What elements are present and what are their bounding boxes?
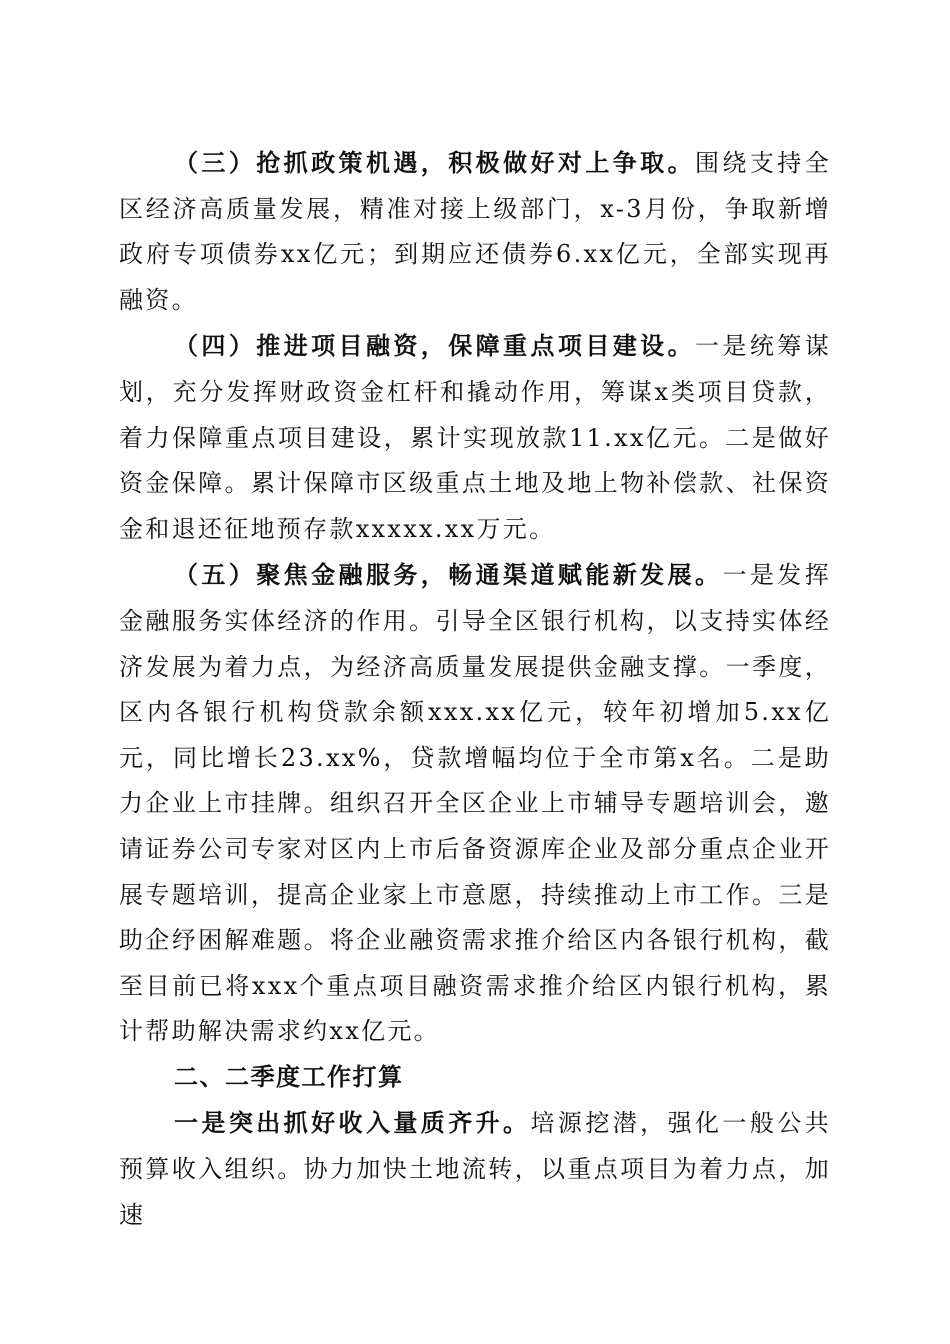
paragraph-text: 围绕支持全区经济高质量发展，精准对接上级部门，x-3月份，争取新增政府专项债券xx亿元；到期应还债券6.xx亿元，全部实现再融资。 — [119, 149, 832, 314]
paragraph-text: 培源挖潜，强化一般公共预算收入组织。协力加快土地流转，以重点项目为着力点，加速 — [119, 1109, 831, 1229]
document-body — [119, 140, 831, 1238]
paragraph-lead: （五）聚焦金融服务，畅通渠道赋能新发展。 — [174, 560, 723, 590]
paragraph-lead: 一是突出抓好收入量质齐升。 — [174, 1108, 531, 1138]
paragraph-lead: （三）抢抓政策机遇，积极做好对上争取。 — [174, 148, 696, 177]
paragraph-text: 一是统筹谋划，充分发挥财政资金杠杆和撬动作用，筹谋x类项目贷款，着力保障重点项目建设，累计实现放款11.xx亿元。二是做好资金保障。累计保障市区级重点土地及地上物补偿款、社保资金和退还征地预存款xxxxx.xx万元。 — [119, 332, 832, 543]
section-heading: 二、二季度工作打算 — [174, 1062, 404, 1091]
paragraph-financial-services — [119, 552, 831, 1055]
paragraph-lead: （四）推进项目融资，保障重点项目建设。 — [174, 331, 696, 361]
paragraph-revenue-quality — [119, 1100, 831, 1238]
paragraph-text: 一是发挥金融服务实体经济的作用。引导全区银行机构，以支持实体经济发展为着力点，为经济高质量发展提供金融支撑。一季度，区内各银行机构贷款余额xxx.xx亿元，较年初增加5.xx亿元，同比增长23.xx%，贷款增幅均位于全市第x名。二是助力企业上市挂牌。组织召开全区企业上市辅导专题培训会，邀请证券公司专家对区内上市后备资源库企业及部分重点企业开展专题培训，提高企业家上市意愿，持续推动上市工作。三是助企纾困解难题。将企业融资需求推介给区内各银行机构，截至目前已将xxx个重点项目融资需求推介给区内银行机构，累计帮助解决需求约xx亿元。 — [119, 561, 832, 1046]
paragraph-policy-opportunity — [119, 140, 831, 323]
paragraph-project-financing — [119, 323, 831, 552]
